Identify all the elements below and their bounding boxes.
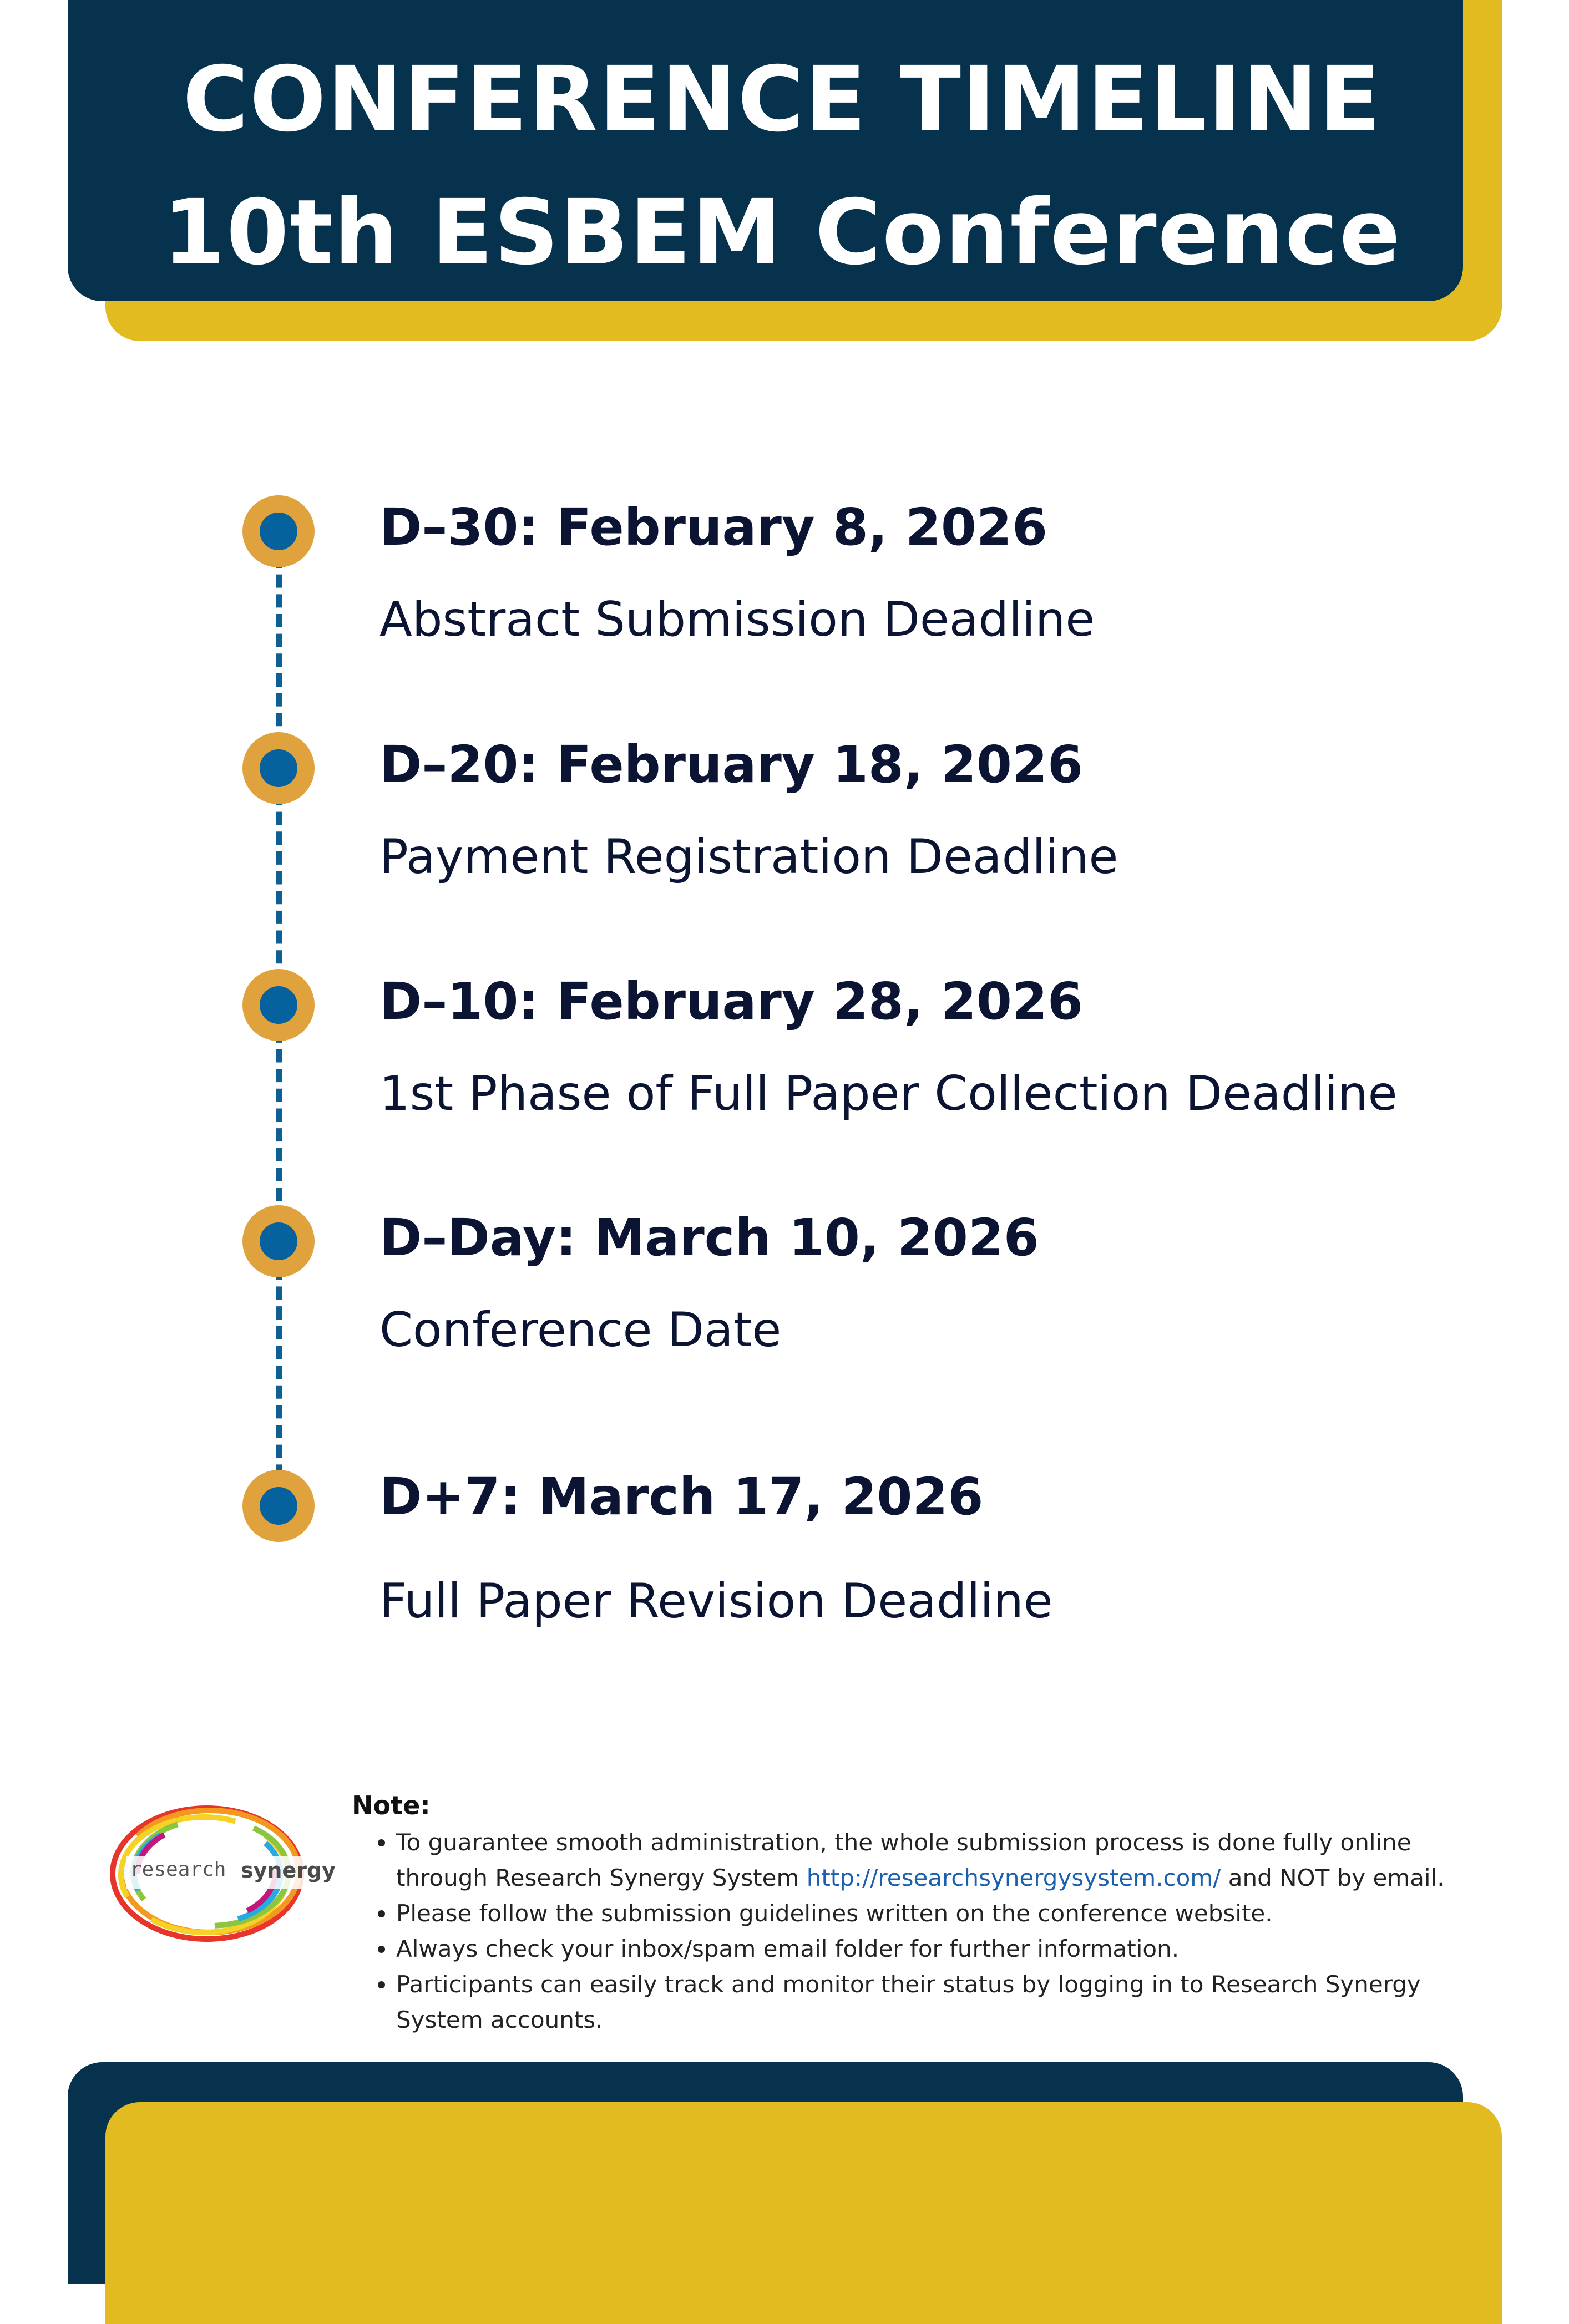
- note-item: • Participants can easily track and monitor their status by logging in to Research Synergy System accounts.: [396, 1967, 1484, 2038]
- milestone-description: Full Paper Revision Deadline: [379, 1574, 1053, 1629]
- note-title: Note:: [352, 1790, 431, 1820]
- timeline-marker-icon: [242, 1470, 315, 1542]
- timeline-marker-icon: [242, 495, 315, 567]
- note-item: • Always check your inbox/spam email folder for further information.: [396, 1931, 1484, 1967]
- milestone-date: D–10: February 28, 2026: [379, 972, 1083, 1031]
- timeline-marker-icon: [242, 1205, 315, 1277]
- milestone-description: Abstract Submission Deadline: [379, 592, 1095, 647]
- milestone-date: D–20: February 18, 2026: [379, 735, 1083, 794]
- note-item-text: and NOT by email.: [1221, 1864, 1445, 1891]
- research-synergy-system-link[interactable]: http://researchsynergysystem.com/: [806, 1864, 1221, 1891]
- page-title-line2: 10th ESBEM Conference: [163, 181, 1401, 285]
- page-title-line1: CONFERENCE TIMELINE: [183, 48, 1381, 152]
- milestone-description: 1st Phase of Full Paper Collection Deadline: [379, 1066, 1398, 1122]
- page-title: [68, 33, 1496, 300]
- logo-text-research: research: [130, 1858, 226, 1881]
- note-item-text: To guarantee smooth administration, the whole submission process is done fully online through Research Synergy System: [396, 1829, 1411, 1891]
- milestone-date: D+7: March 17, 2026: [379, 1467, 984, 1526]
- note-list: [352, 1825, 1484, 2038]
- timeline-marker-icon: [242, 732, 315, 804]
- milestone-description: Conference Date: [379, 1302, 782, 1358]
- footer-accent-shape: [105, 2102, 1502, 2324]
- milestone-description: Payment Registration Deadline: [379, 829, 1118, 885]
- milestone-date: D–30: February 8, 2026: [379, 498, 1047, 557]
- logo-text-synergy: synergy: [241, 1858, 336, 1882]
- note-item: • Please follow the submission guidelines written on the conference website.: [396, 1896, 1484, 1931]
- milestone-date: D–Day: March 10, 2026: [379, 1208, 1039, 1267]
- timeline-marker-icon: [242, 969, 315, 1041]
- note-item: [396, 1825, 1484, 1896]
- research-synergy-logo: [93, 1796, 336, 1946]
